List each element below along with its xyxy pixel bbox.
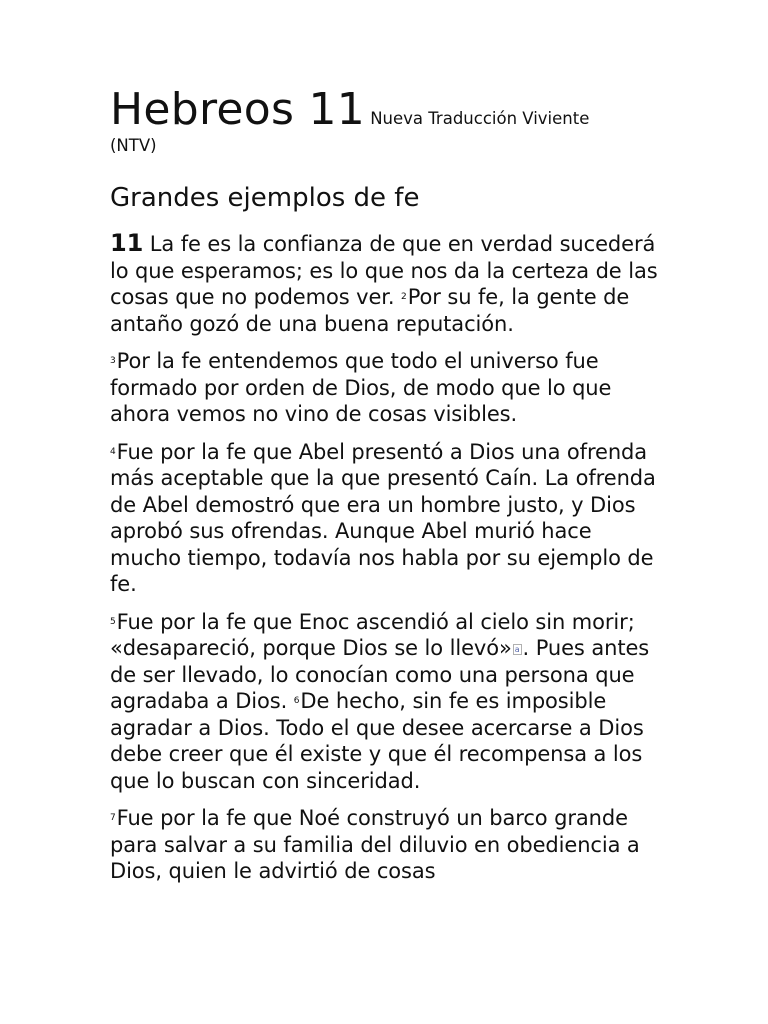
- verse-number-4: 4: [110, 446, 116, 457]
- verse-number-7: 7: [110, 813, 116, 823]
- verse-6-text: De hecho, sin fe es imposible agradar a Dios. Todo el que desee acercarse a Dios debe creer que él existe y que él recompensa a los que lo buscan con sinceridad.: [110, 689, 644, 793]
- verse-7-text: Fue por la fe que Noé construyó un barco grande para salvar a su familia del diluvio en obediencia a Dios, quien le advirtió de cosas: [110, 806, 640, 883]
- paragraph-verse-4: [110, 439, 668, 598]
- verse-number-3: 3: [110, 356, 116, 366]
- verse-5-text-a: Fue por la fe que Enoc ascendió al cielo sin morir; «desapareció, porque Dios se lo llevó»: [110, 609, 635, 660]
- verse-1-text: La fe es la confianza de que en verdad sucederá lo que esperamos; es lo que nos da la certeza de las cosas que no podemos ver.: [110, 232, 658, 309]
- version-abbreviation: (NTV): [110, 136, 157, 155]
- book-title: Hebreos 11: [110, 84, 366, 135]
- verse-4-text: Fue por la fe que Abel presentó a Dios una ofrenda más aceptable que la que presentó Caín. La ofrenda de Abel demostró que era un hombre justo, y Dios aprobó sus ofrendas. Aunque Abel murió hace mucho tiempo, todavía nos habla por su ejemplo de fe.: [110, 439, 656, 596]
- verse-3-text: Por la fe entendemos que todo el universo fue formado por orden de Dios, de modo que lo que ahora vemos no vino de cosas visibles.: [110, 349, 612, 426]
- paragraph-verse-7: [110, 805, 668, 885]
- chapter-number: 11: [110, 229, 144, 257]
- verse-2-text: Por su fe, la gente de antaño gozó de una buena reputación.: [110, 285, 630, 336]
- version-name: Nueva Traducción Viviente: [370, 109, 590, 128]
- verse-5-text-b: . Pues antes de ser llevado, lo conocían como una persona que agradaba a Dios.: [110, 636, 650, 713]
- section-heading: Grandes ejemplos de fe: [110, 183, 420, 213]
- verse-number-2: 2: [401, 292, 407, 302]
- paragraph-verses-5-6: [110, 609, 668, 795]
- verse-number-6: 6: [293, 696, 300, 706]
- paragraph-verse-3: [110, 348, 668, 428]
- footnote-link-a[interactable]: a: [514, 645, 520, 654]
- title-block: [110, 84, 668, 135]
- verse-number-5: 5: [110, 616, 116, 627]
- paragraph-verses-1-2: [110, 230, 668, 337]
